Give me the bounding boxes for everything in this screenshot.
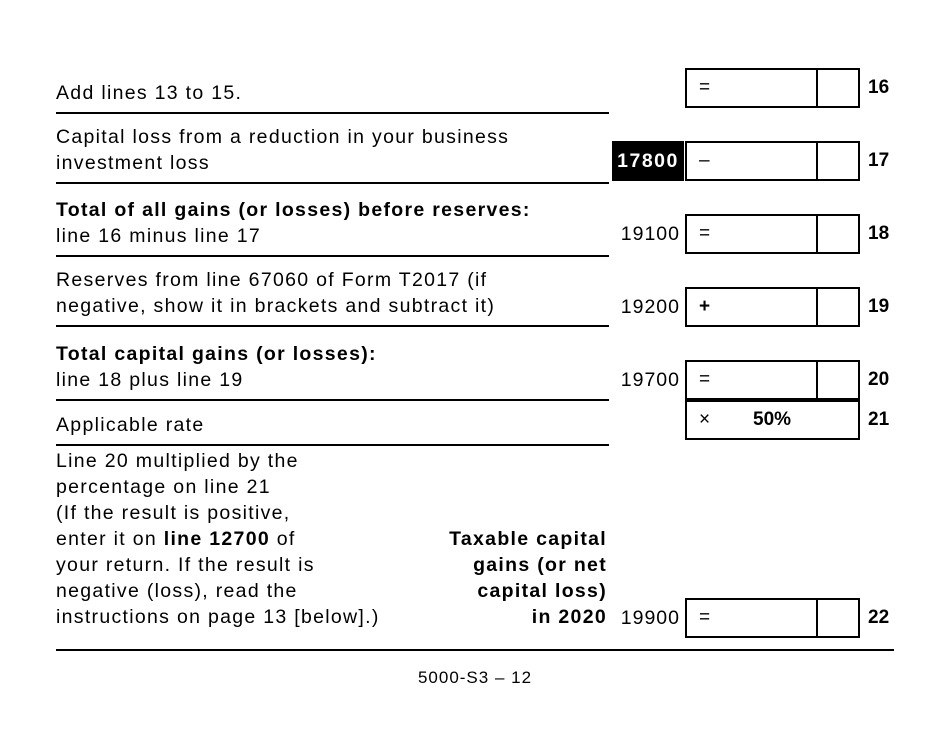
line-18-operator: = (699, 223, 711, 244)
line-20-number: 20 (868, 369, 890, 390)
line-22-text-4b: line 12700 (163, 528, 270, 550)
line-22-code: 19900 (620, 607, 680, 629)
line-18-number: 18 (868, 223, 890, 244)
line-19-code: 19200 (620, 296, 680, 318)
line-22-text-4a: enter it on (56, 528, 164, 550)
bottom-rule (56, 649, 894, 651)
line-20-text-bold: Total capital gains (or losses): (56, 343, 377, 365)
line-18-cents-cell[interactable] (816, 216, 860, 252)
line-22-side-3: capital loss) (477, 580, 607, 602)
line-22-text-4c: of (269, 528, 296, 550)
line-19-cents-cell[interactable] (816, 289, 860, 325)
line-17-number: 17 (868, 150, 890, 171)
line-16-description (56, 80, 609, 114)
line-20-amount-box[interactable] (685, 360, 860, 400)
page-footer: 5000-S3 – 12 (417, 668, 533, 687)
line-22-text-5: your return. If the result is (56, 554, 315, 576)
line-20-code: 19700 (620, 369, 680, 391)
line-18-text-bold: Total of all gains (or losses) before reserves: (56, 199, 531, 221)
line-22-number: 22 (868, 607, 890, 628)
line-19-description (56, 267, 609, 327)
line-18-amount-box[interactable] (685, 214, 860, 254)
line-20-description (56, 341, 609, 401)
line-22-text-6: negative (loss), read the (56, 580, 298, 602)
line-22-side-4: in 2020 (531, 606, 607, 628)
line-22-side-1: Taxable capital (449, 528, 607, 550)
line-19-amount-box[interactable] (685, 287, 860, 327)
line-19-number: 19 (868, 296, 890, 317)
line-16-operator: = (699, 77, 711, 98)
line-20-cents-cell[interactable] (816, 362, 860, 398)
line-22-cents-cell[interactable] (816, 600, 860, 636)
line-21-operator: × (699, 409, 711, 430)
line-17-description (56, 124, 609, 184)
line-21-text: Applicable rate (56, 414, 205, 436)
line-22-operator: = (699, 607, 711, 628)
line-21-number: 21 (868, 409, 890, 430)
line-22-text-2: percentage on line 21 (56, 476, 271, 498)
line-18-description (56, 197, 609, 257)
line-17-cents-cell[interactable] (816, 143, 860, 179)
line-17-code: 17800 (612, 141, 684, 181)
line-21-rate: 50% (753, 409, 792, 430)
line-17-text-2: investment loss (56, 152, 210, 174)
line-22-side-label (449, 526, 607, 630)
line-16-cents-cell[interactable] (816, 70, 860, 106)
line-22-text-3: (If the result is positive, (56, 502, 291, 524)
line-18-code: 19100 (620, 223, 680, 245)
line-17-operator: – (699, 150, 710, 171)
line-21-rate-box (685, 400, 860, 440)
line-17-amount-box[interactable] (685, 141, 860, 181)
line-19-operator: + (699, 296, 711, 317)
line-16-amount-box[interactable] (685, 68, 860, 108)
line-19-text-2: negative, show it in brackets and subtract it) (56, 295, 496, 317)
line-22-text-1: Line 20 multiplied by the (56, 450, 299, 472)
line-17-text-1: Capital loss from a reduction in your business (56, 126, 510, 148)
line-22-text-7: instructions on page 13 [below].) (56, 606, 380, 628)
line-22-side-2: gains (or net (473, 554, 607, 576)
line-16-text: Add lines 13 to 15. (56, 82, 243, 104)
line-21-description (56, 412, 609, 446)
line-19-text-1: Reserves from line 67060 of Form T2017 (if (56, 269, 488, 291)
line-20-operator: = (699, 369, 711, 390)
line-16-number: 16 (868, 77, 890, 98)
line-20-text-2: line 18 plus line 19 (56, 369, 244, 391)
line-18-text-2: line 16 minus line 17 (56, 225, 262, 247)
line-22-amount-box[interactable] (685, 598, 860, 638)
